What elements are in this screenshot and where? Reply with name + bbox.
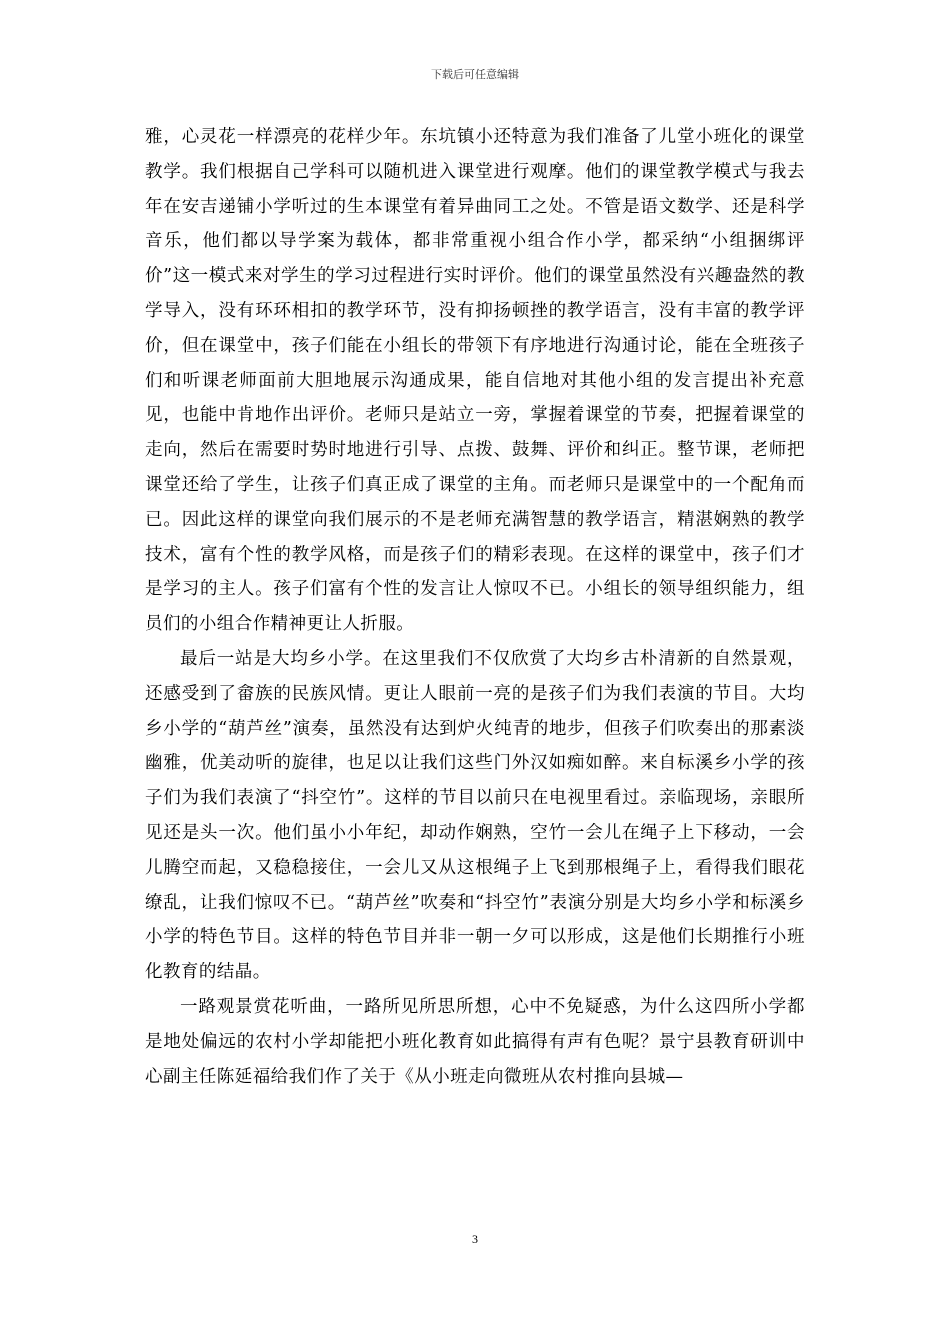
paragraph-reflection: 一路观景赏花听曲，一路所见所思所想，心中不免疑惑，为什么这四所小学都是地处偏远的农村小学却能把小班化教育如此搞得有声有色呢？景宁县教育研训中心副主任陈延福给我们作了关于《从小班走向微班从农村推向县城— xyxy=(145,996,805,1087)
document-body xyxy=(145,120,805,1094)
page-header: 下载后可任意编辑 xyxy=(431,68,519,81)
paragraph-continuation: 雅，心灵花一样漂亮的花样少年。东坑镇小还特意为我们准备了儿堂小班化的课堂教学。我们根据自己学科可以随机进入课堂进行观摩。他们的课堂教学模式与我去年在安吉递铺小学听过的生本课堂有着异曲同工之处。不管是语文数学、还是科学音乐，他们都以导学案为载体，都非常重视小组合作小学，都采纳“小组捆绑评价”这一模式来对学生的学习过程进行实时评价。他们的课堂虽然没有兴趣盎然的教学导入，没有环环相扣的教学环节，没有抑扬顿挫的教学语言，没有丰富的教学评价，但在课堂中，孩子们能在小组长的带领下有序地进行沟通讨论，能在全班孩子们和听课老师面前大胆地展示沟通成果，能自信地对其他小组的发言提出补充意见，也能中肯地作出评价。老师只是站立一旁，掌握着课堂的节奏，把握着课堂的走向，然后在需要时势时地进行引导、点拨、鼓舞、评价和纠正。整节课，老师把课堂还给了学生，让孩子们真正成了课堂的主角。而老师只是课堂中的一个配角而已。因此这样的课堂向我们展示的不是老师充满智慧的教学语言，精湛娴熟的教学技术，富有个性的教学风格，而是孩子们的精彩表现。在这样的课堂中，孩子们才是学习的主人。孩子们富有个性的发言让人惊叹不已。小组长的领导组织能力，组员们的小组合作精神更让人折服。 xyxy=(145,127,805,635)
page-number: 3 xyxy=(472,1232,478,1246)
paragraph-dajun-school: 最后一站是大均乡小学。在这里我们不仅欣赏了大均乡古朴清新的自然景观，还感受到了畲族的民族风情。更让人眼前一亮的是孩子们为我们表演的节目。大均乡小学的“葫芦丝”演奏，虽然没有达到炉火纯青的地步，但孩子们吹奏出的那素淡幽雅，优美动听的旋律，也足以让我们这些门外汉如痴如醉。来自标溪乡小学的孩子们为我们表演了“抖空竹”。这样的节目以前只在电视里看过。亲临现场，亲眼所见还是头一次。他们虽小小年纪，却动作娴熟，空竹一会儿在绳子上下移动，一会儿腾空而起，又稳稳接住，一会儿又从这根绳子上飞到那根绳子上，看得我们眼花缭乱，让我们惊叹不已。“葫芦丝”吹奏和“抖空竹”表演分别是大均乡小学和标溪乡小学的特色节目。这样的特色节目并非一朝一夕可以形成，这是他们长期推行小班化教育的结晶。 xyxy=(145,648,805,983)
